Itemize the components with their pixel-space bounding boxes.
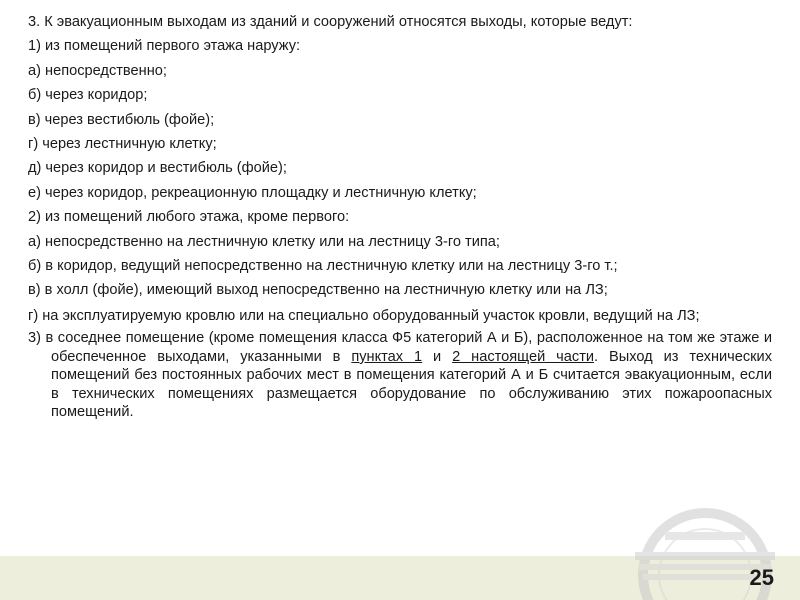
list-item: 2) из помещений любого этажа, кроме первого: [28,209,350,226]
list-item: в) через вестибюль (фойе); [28,111,215,128]
list-item-3 [28,329,772,422]
list-item: а) непосредственно; [28,62,167,79]
list-item: б) в коридор, ведущий непосредственно на лестничную клетку или на лестницу 3-го т.; [28,258,618,275]
list-item: в) в холл (фойе), имеющий выход непосредственно на лестничную клетку или на ЛЗ; [28,282,608,299]
item-3-text-2: и [422,348,453,365]
item-3-text-3: . Выход из технических помещений без постоянных рабочих мест в помещения категорий А и Б считается эвакуационным, если в технических помещениях размещается оборудование по обслуживанию этих пожароопасных помещений. [51,348,773,421]
list-item: 1) из помещений первого этажа наружу: [28,38,301,55]
list-item: а) непосредственно на лестничную клетку или на лестницу 3-го типа; [28,233,500,250]
slide-content [28,10,772,425]
list-item: д) через коридор и вестибюль (фойе); [28,160,287,177]
link-paragraph-1[interactable]: пунктах 1 [351,348,423,365]
item-3-text-1: 3) в соседнее помещение (кроме помещения класса Ф5 категорий А и Б), расположенное на том же этаже и обеспеченное выходами, указанными в [28,330,772,365]
list-item: г) на эксплуатируемую кровлю или на специально оборудованный участок кровли, ведущий на ЛЗ; [28,307,700,324]
list-item: б) через коридор; [28,87,148,104]
list-item: г) через лестничную клетку; [28,136,217,153]
page-number: 25 [749,565,774,590]
link-paragraph-2[interactable]: 2 настоящей части [452,348,595,365]
question-heading: 3. К эвакуационным выходам из зданий и сооружений относятся выходы, которые ведут: [28,14,633,30]
list-item: е) через коридор, рекреационную площадку и лестничную клетку; [28,184,477,201]
